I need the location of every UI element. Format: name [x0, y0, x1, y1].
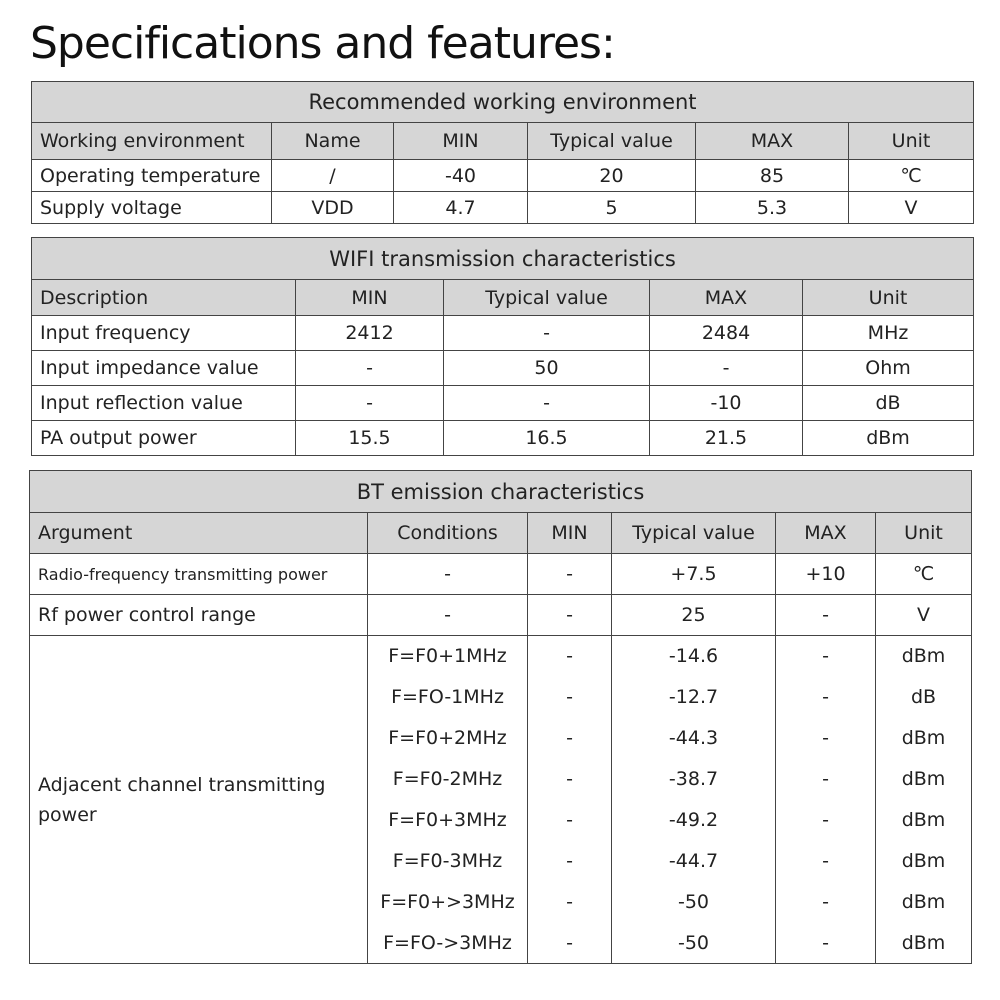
- table-cell: -49.2: [612, 800, 776, 841]
- column-header: Unit: [803, 280, 974, 316]
- table-cell: Radio-frequency transmitting power: [30, 554, 368, 595]
- table-cell: 15.5: [296, 421, 444, 456]
- table-cell: -: [776, 759, 876, 800]
- table-row: [32, 351, 974, 386]
- table-cell: F=F0-3MHz: [368, 841, 528, 882]
- table-cell: 85: [696, 160, 849, 192]
- table-cell: -10: [650, 386, 803, 421]
- column-header: Conditions: [368, 513, 528, 554]
- table-cell: -44.3: [612, 718, 776, 759]
- table-cell: -: [296, 351, 444, 386]
- table-title: WIFI transmission characteristics: [32, 238, 974, 280]
- table-cell: dBm: [876, 718, 972, 759]
- table-cell: dBm: [876, 800, 972, 841]
- table-cell: Operating temperature: [32, 160, 272, 192]
- table-cell: Input reflection value: [32, 386, 296, 421]
- table-cell: -: [528, 677, 612, 718]
- table-cell: -: [528, 718, 612, 759]
- table-cell: F=F0+1MHz: [368, 636, 528, 677]
- table-cell: PA output power: [32, 421, 296, 456]
- adjacent-channel-label: Adjacent channel transmitting power: [30, 636, 368, 964]
- table-cell: F=F0+2MHz: [368, 718, 528, 759]
- column-header: Unit: [849, 123, 974, 160]
- table-cell: -: [528, 636, 612, 677]
- header-row: [32, 280, 974, 316]
- wifi-characteristics-table: [31, 237, 974, 456]
- table-cell: 16.5: [444, 421, 650, 456]
- table-title: Recommended working environment: [32, 82, 974, 123]
- table-cell: -: [776, 636, 876, 677]
- table-cell: V: [849, 192, 974, 224]
- table-cell: -44.7: [612, 841, 776, 882]
- table-cell: -14.6: [612, 636, 776, 677]
- table-row: [30, 636, 972, 677]
- table-cell: 4.7: [394, 192, 528, 224]
- table-cell: -: [776, 595, 876, 636]
- table-cell: F=F0+3MHz: [368, 800, 528, 841]
- table-cell: dBm: [876, 636, 972, 677]
- table-cell: 20: [528, 160, 696, 192]
- header-row: [30, 513, 972, 554]
- table-title: BT emission characteristics: [30, 471, 972, 513]
- column-header: Name: [272, 123, 394, 160]
- table-cell: F=F0+>3MHz: [368, 882, 528, 923]
- table-cell: -50: [612, 923, 776, 964]
- table-cell: -: [776, 923, 876, 964]
- table-cell: -: [776, 841, 876, 882]
- table-cell: VDD: [272, 192, 394, 224]
- table-cell: 50: [444, 351, 650, 386]
- table-cell: -: [528, 595, 612, 636]
- table-cell: -: [776, 882, 876, 923]
- table-cell: 5.3: [696, 192, 849, 224]
- table-cell: MHz: [803, 316, 974, 351]
- table-cell: -: [528, 882, 612, 923]
- table-cell: ℃: [849, 160, 974, 192]
- table-cell: 2484: [650, 316, 803, 351]
- table-row: [32, 192, 974, 224]
- table-cell: F=FO->3MHz: [368, 923, 528, 964]
- table-cell: /: [272, 160, 394, 192]
- working-environment-table: [31, 81, 974, 224]
- table-cell: -: [528, 923, 612, 964]
- column-header: MAX: [696, 123, 849, 160]
- table-row: [32, 316, 974, 351]
- table-cell: -: [776, 718, 876, 759]
- column-header: MAX: [650, 280, 803, 316]
- column-header: Typical value: [612, 513, 776, 554]
- table-cell: Input frequency: [32, 316, 296, 351]
- table-cell: -: [368, 554, 528, 595]
- table-cell: -: [650, 351, 803, 386]
- column-header: Working environment: [32, 123, 272, 160]
- bt-emission-table: [29, 470, 972, 964]
- table-cell: -: [444, 386, 650, 421]
- column-header: Argument: [30, 513, 368, 554]
- table-row: [32, 386, 974, 421]
- table-cell: dBm: [876, 923, 972, 964]
- table-cell: -38.7: [612, 759, 776, 800]
- table-row: [32, 421, 974, 456]
- table-cell: dB: [876, 677, 972, 718]
- table-cell: -50: [612, 882, 776, 923]
- table-cell: -: [776, 677, 876, 718]
- table-row: [32, 160, 974, 192]
- column-header: Typical value: [444, 280, 650, 316]
- table-cell: 25: [612, 595, 776, 636]
- table-cell: -: [528, 841, 612, 882]
- table-row: [30, 595, 972, 636]
- table-cell: -: [528, 759, 612, 800]
- table-cell: dBm: [876, 759, 972, 800]
- header-row: [32, 123, 974, 160]
- table-cell: Supply voltage: [32, 192, 272, 224]
- table-cell: F=FO-1MHz: [368, 677, 528, 718]
- column-header: MIN: [296, 280, 444, 316]
- table-cell: ℃: [876, 554, 972, 595]
- table-cell: F=F0-2MHz: [368, 759, 528, 800]
- table-cell: dB: [803, 386, 974, 421]
- column-header: Description: [32, 280, 296, 316]
- table-cell: +10: [776, 554, 876, 595]
- column-header: MAX: [776, 513, 876, 554]
- table-cell: 5: [528, 192, 696, 224]
- table-cell: -: [528, 800, 612, 841]
- column-header: MIN: [394, 123, 528, 160]
- column-header: Typical value: [528, 123, 696, 160]
- table-cell: V: [876, 595, 972, 636]
- table-cell: Rf power control range: [30, 595, 368, 636]
- table-cell: -: [776, 800, 876, 841]
- table-cell: 2412: [296, 316, 444, 351]
- table-cell: -40: [394, 160, 528, 192]
- table-row: [30, 554, 972, 595]
- table-cell: dBm: [876, 882, 972, 923]
- page-title: Specifications and features:: [30, 18, 615, 69]
- column-header: Unit: [876, 513, 972, 554]
- table-cell: 21.5: [650, 421, 803, 456]
- table-cell: +7.5: [612, 554, 776, 595]
- table-cell: dBm: [876, 841, 972, 882]
- table-cell: -: [444, 316, 650, 351]
- table-cell: -12.7: [612, 677, 776, 718]
- table-cell: Input impedance value: [32, 351, 296, 386]
- table-cell: -: [368, 595, 528, 636]
- table-cell: -: [296, 386, 444, 421]
- table-cell: Ohm: [803, 351, 974, 386]
- column-header: MIN: [528, 513, 612, 554]
- table-cell: dBm: [803, 421, 974, 456]
- table-cell: -: [528, 554, 612, 595]
